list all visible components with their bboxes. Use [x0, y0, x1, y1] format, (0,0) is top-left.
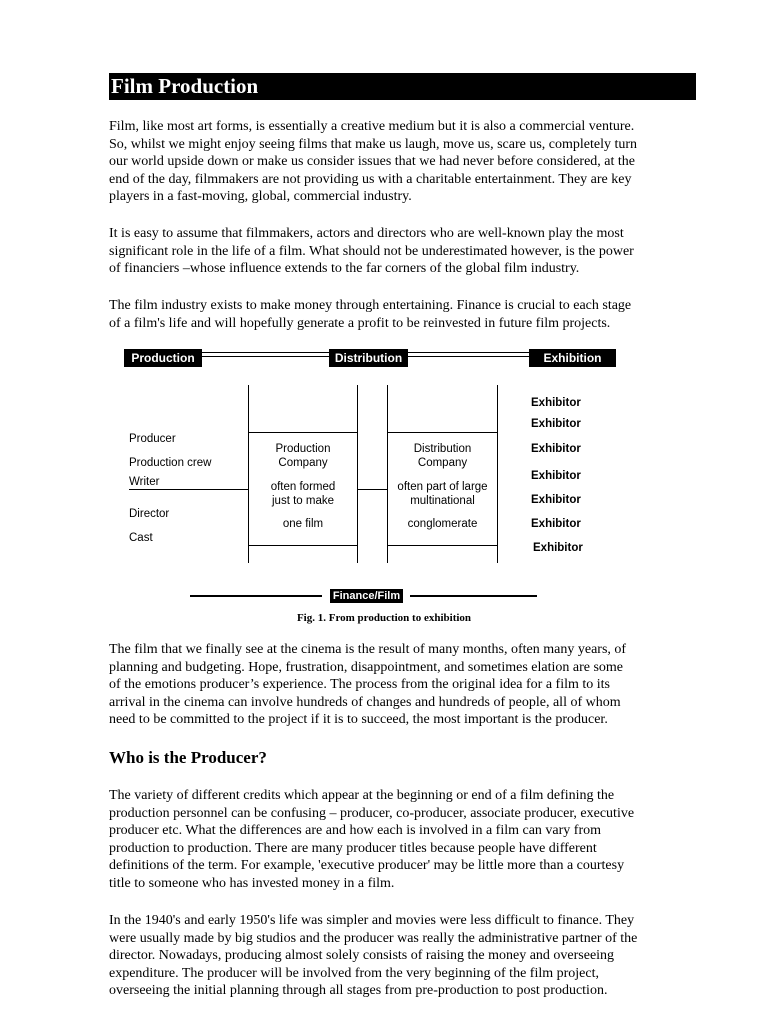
figure-followup-paragraph: [109, 641, 699, 729]
box-edge: [387, 432, 498, 433]
text-line: often formed: [270, 481, 336, 493]
text-line: The variety of different credits which appear at the beginning or end of a film defining the: [109, 788, 615, 803]
text-line: The film industry exists to make money through entertaining. Finance is crucial to each stage: [109, 298, 632, 313]
exhibitor-label: Exhibitor: [533, 542, 583, 554]
distribution-company-note: [388, 480, 497, 508]
box-edge: [497, 385, 498, 563]
text-line: Distribution: [413, 443, 472, 455]
exhibitor-label: Exhibitor: [531, 443, 581, 455]
header-connector: [408, 352, 529, 353]
text-line: Production: [275, 443, 331, 455]
text-line: title to someone who has invested money in a film.: [109, 875, 395, 891]
crew-label: Writer: [129, 476, 160, 488]
text-line: production personnel can be confusing – producer, co-producer, associate producer, executive: [109, 805, 635, 821]
text-line: often part of large: [397, 481, 488, 493]
box-connector-line: [358, 489, 388, 490]
exhibitor-label: Exhibitor: [531, 397, 581, 409]
text-line: of the emotions producer’s experience. The process from the original idea for a film to its: [109, 677, 610, 693]
production-header: Production: [124, 349, 202, 367]
text-line: just to make: [272, 495, 334, 507]
box-edge: [357, 385, 358, 563]
header-connector: [202, 352, 329, 353]
text-line: Company: [417, 457, 468, 469]
text-line: Film, like most art forms, is essentially a creative medium but it is also a commercial venture.: [109, 119, 635, 134]
header-connector: [408, 356, 529, 357]
text-line: multinational: [410, 495, 475, 507]
text-line: So, whilst we might enjoy seeing films that make us laugh, move us, scare us, completely turn: [109, 136, 638, 152]
text-line: director. Nowadays, producing almost solely consists of raising the money and overseeing: [109, 948, 615, 964]
header-connector: [202, 356, 329, 357]
text-line: production to production. There are many producer titles because people have different: [109, 840, 597, 856]
box-edge: [248, 385, 249, 563]
text-line: producer etc. What the differences are and how each is involved in a film can vary from: [109, 823, 602, 839]
producer-paragraph-1: [109, 787, 699, 893]
text-line: expenditure. The producer will be involved from the very beginning of the film project,: [109, 965, 599, 981]
box-edge: [248, 545, 358, 546]
distribution-company-title: [388, 442, 497, 470]
production-company-title: [249, 442, 357, 470]
exhibition-header: Exhibition: [529, 349, 616, 367]
text-line: It is easy to assume that filmmakers, actors and directors who are well-known play the most: [109, 226, 624, 241]
text-line: of financiers –whose influence extends to the far corners of the global film industry.: [109, 261, 580, 277]
crew-label: Producer: [129, 433, 176, 445]
text-line: our world upside down or make us consider issues that we had never before considered, at the: [109, 154, 636, 170]
text-line: arrival in the cinema can involve hundreds of changes and hundreds of people, all of whom: [109, 694, 621, 710]
production-company-note2: one film: [282, 518, 324, 530]
text-line: planning and budgeting. Hope, frustration, disappointment, and sometimes elation are some: [109, 659, 624, 675]
exhibitor-label: Exhibitor: [531, 494, 581, 506]
distribution-header: Distribution: [329, 349, 408, 367]
exhibitor-label: Exhibitor: [531, 418, 581, 430]
exhibitor-label: Exhibitor: [531, 470, 581, 482]
crew-connector-line: [129, 489, 249, 490]
production-company-note: [249, 480, 357, 508]
figure-caption: Fig. 1. From production to exhibition: [296, 612, 472, 624]
text-line: In the 1940's and early 1950's life was simpler and movies were less difficult to finance. They: [109, 913, 635, 928]
page-title: Film Production: [111, 74, 259, 98]
box-edge: [387, 545, 498, 546]
finance-line-right: [410, 595, 537, 597]
finance-film-label: Finance/Film: [330, 589, 403, 603]
section-heading: Who is the Producer?: [109, 748, 267, 767]
text-line: end of the day, filmmakers are not providing us with a charitable entertainment. They are key: [109, 171, 632, 187]
crew-label: Cast: [129, 532, 153, 544]
text-line: need to be committed to the project if it is to succeed, the most important is the producer.: [109, 712, 608, 728]
text-line: significant role in the life of a film. What should not be underestimated however, is the power: [109, 243, 634, 259]
crew-label: Director: [129, 508, 170, 520]
exhibitor-label: Exhibitor: [531, 518, 581, 530]
text-line: overseeing the initial planning through all stages from pre-production to post production.: [109, 983, 608, 999]
box-edge: [248, 432, 358, 433]
text-line: Company: [278, 457, 328, 469]
distribution-company-note2: conglomerate: [407, 518, 478, 530]
box-edge: [387, 385, 388, 563]
text-line: players in a fast-moving, global, commercial industry.: [109, 189, 412, 205]
finance-line-left: [190, 595, 322, 597]
text-line: The film that we finally see at the cinema is the result of many months, often many years, of: [109, 642, 627, 657]
text-line: definitions of the term. For example, 'executive producer' may be little more than a courtesy: [109, 858, 625, 874]
producer-paragraph-2: [109, 912, 699, 1000]
crew-label: Production crew: [129, 457, 212, 469]
text-line: of a film's life and will hopefully generate a profit to be reinvested in future film projects.: [109, 315, 611, 331]
text-line: were usually made by big studios and the producer was really the administrative partner of the: [109, 930, 638, 946]
